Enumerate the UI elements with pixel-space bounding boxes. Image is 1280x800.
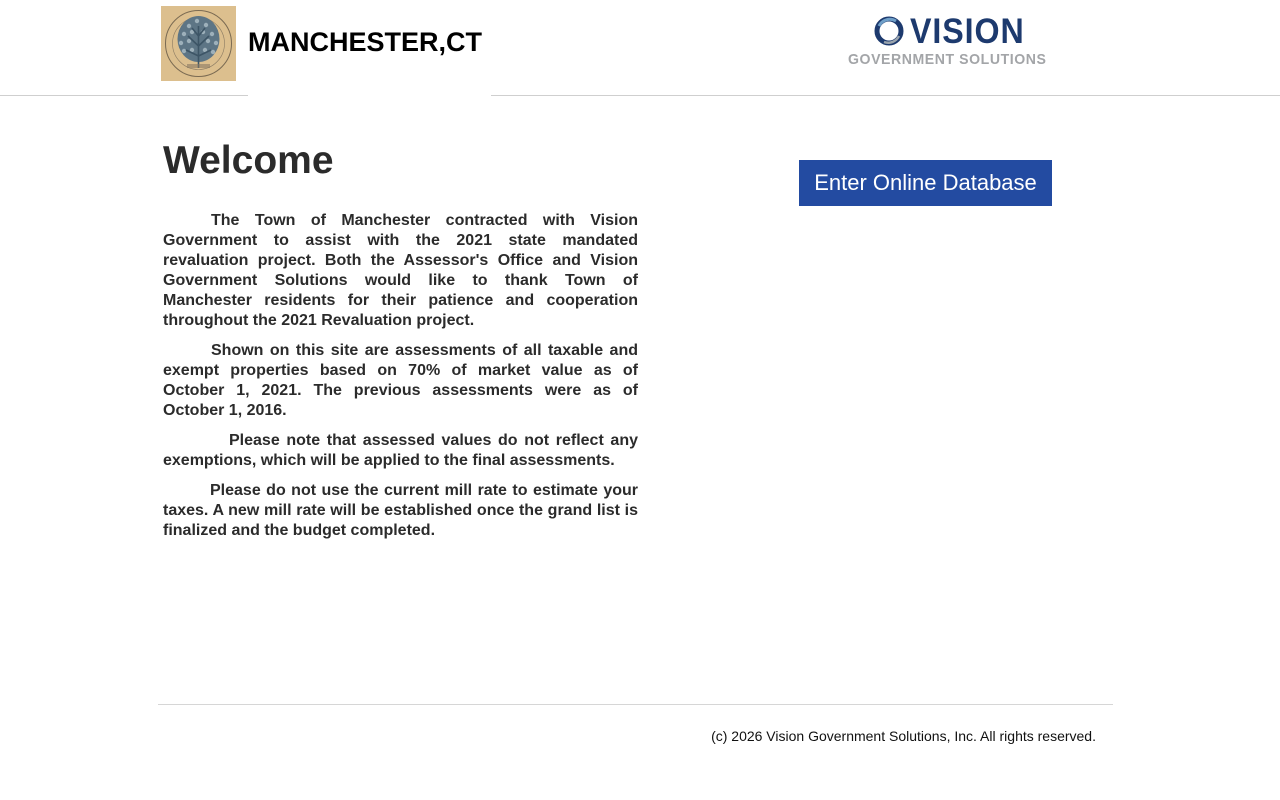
paragraph-text: Please note that assessed values do not reflect any exemptions, which will be applied to the final assessments. — [163, 432, 638, 469]
paragraph-text: Please do not use the current mill rate to estimate your taxes. A new mill rate will be established once the grand list is finalized and the budget completed. — [163, 482, 638, 539]
town-seal-logo — [161, 6, 236, 81]
welcome-text — [163, 211, 638, 551]
copyright-notice: (c) 2026 Vision Government Solutions, Inc. All rights reserved. — [711, 728, 1096, 744]
paragraph-exemptions — [163, 431, 638, 471]
vision-logo-word: VISION — [910, 12, 1025, 51]
footer-divider — [158, 704, 1113, 705]
paragraph-assessments — [163, 341, 638, 421]
paragraph-revaluation — [163, 211, 638, 331]
paragraph-text: Shown on this site are assessments of all taxable and exempt properties based on 70% of market value as of October 1, 2021. The previous assessments were as of October 1, 2016. — [163, 342, 638, 419]
site-header — [0, 0, 1280, 96]
paragraph-text: The Town of Manchester contracted with Vision Government to assist with the 2021 state mandated revaluation project. Both the Assessor's Office and Vision Government Solutions would like to thank Town of Manchester residents for their patience and cooperation throughout the 2021 Revaluation project. — [163, 212, 638, 329]
vision-ring-icon — [874, 16, 904, 46]
tree-seal-icon — [161, 6, 236, 81]
paragraph-mill-rate — [163, 481, 638, 541]
town-title: MANCHESTER,CT — [248, 27, 482, 57]
enter-online-database-button[interactable]: Enter Online Database — [799, 160, 1052, 206]
vision-logo-subtitle: GOVERNMENT SOLUTIONS — [848, 51, 1047, 68]
header-divider — [0, 95, 1280, 96]
page-title: Welcome — [163, 139, 334, 182]
